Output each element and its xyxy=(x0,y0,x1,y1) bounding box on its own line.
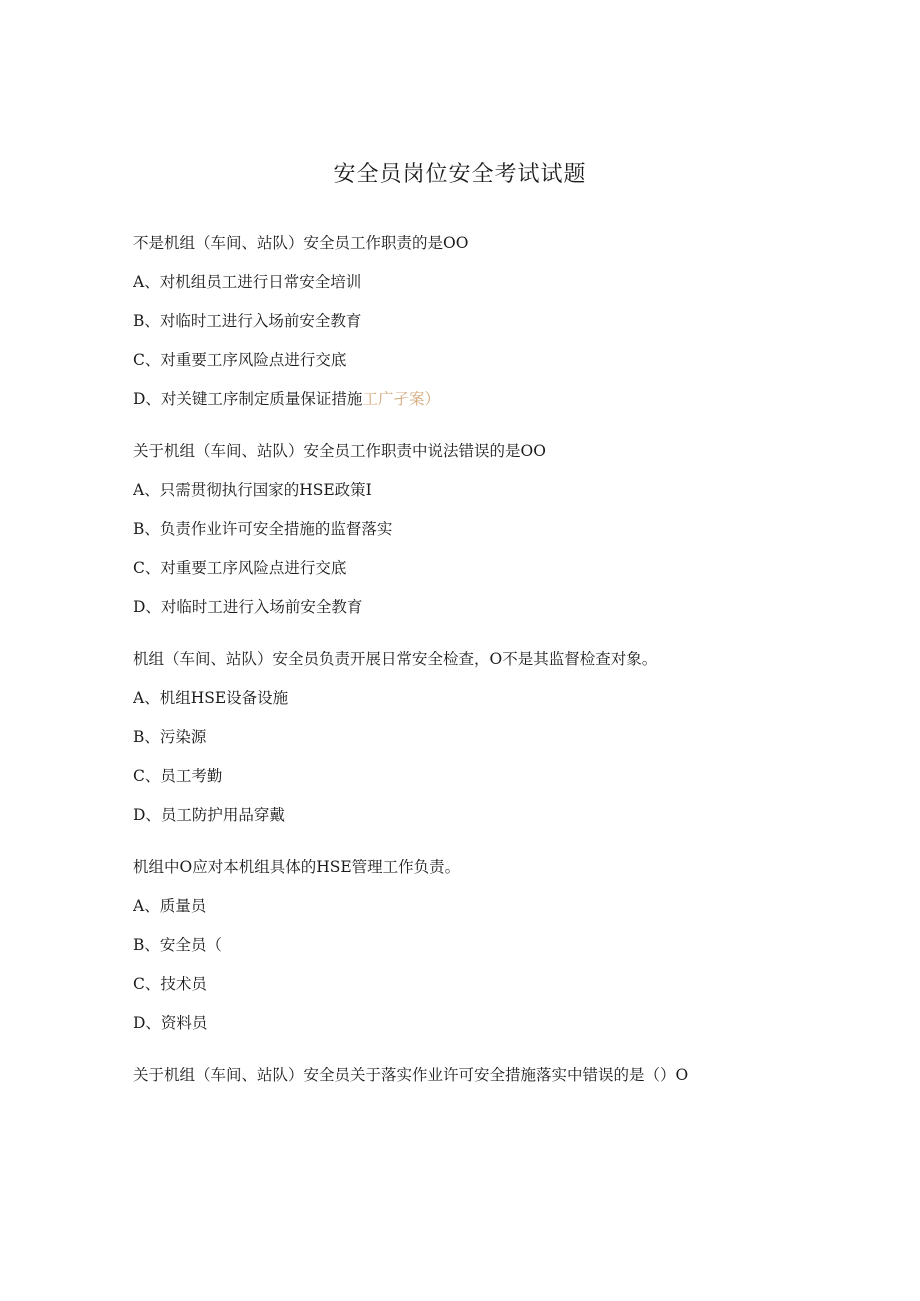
option-a: A、只需贯彻执行国家的HSE政策I xyxy=(133,481,372,499)
question-stem: 机组中O应对本机组具体的HSE管理工作负责。 xyxy=(133,858,461,876)
question-2 xyxy=(133,440,833,618)
option-a: A、对机组员工进行日常安全培训 xyxy=(133,273,362,291)
option-c: C、对重要工序风险点进行交底 xyxy=(133,351,347,369)
question-1 xyxy=(133,232,833,410)
option-c: C、对重要工序风险点进行交底 xyxy=(133,559,347,577)
option-d: D、资料员 xyxy=(133,1014,208,1032)
question-stem: 关于机组（车间、站队）安全员工作职责中说法错误的是OO xyxy=(133,442,546,460)
option-c: C、员工考勤 xyxy=(133,767,223,785)
option-d-text: D、对关键工序制定质量保证措施 xyxy=(133,390,363,408)
option-b: B、对临时工进行入场前安全教育 xyxy=(133,312,362,330)
question-list xyxy=(133,232,833,1116)
question-stem: 关于机组（车间、站队）安全员关于落实作业许可安全措施落实中错误的是（）O xyxy=(133,1066,689,1084)
question-stem: 机组（车间、站队）安全员负责开展日常安全检查，O不是其监督检查对象。 xyxy=(133,650,658,668)
option-a: A、质量员 xyxy=(133,897,207,915)
question-5 xyxy=(133,1064,833,1086)
document-title: 安全员岗位安全考试试题 xyxy=(333,162,587,187)
question-stem: 不是机组（车间、站队）安全员工作职责的是OO xyxy=(133,234,469,252)
option-b: B、负责作业许可安全措施的监督落实 xyxy=(133,520,393,538)
option-b: B、污染源 xyxy=(133,728,207,746)
option-c: C、技术员 xyxy=(133,975,207,993)
faded-annotation: 工广孑案） xyxy=(362,390,440,408)
option-d: D、员工防护用品穿戴 xyxy=(133,806,285,824)
option-b: B、安全员（ xyxy=(133,936,222,954)
question-4 xyxy=(133,856,833,1034)
option-a: A、机组HSE设备设施 xyxy=(133,689,289,707)
option-d xyxy=(133,388,833,410)
question-3 xyxy=(133,648,833,826)
option-d: D、对临时工进行入场前安全教育 xyxy=(133,598,363,616)
